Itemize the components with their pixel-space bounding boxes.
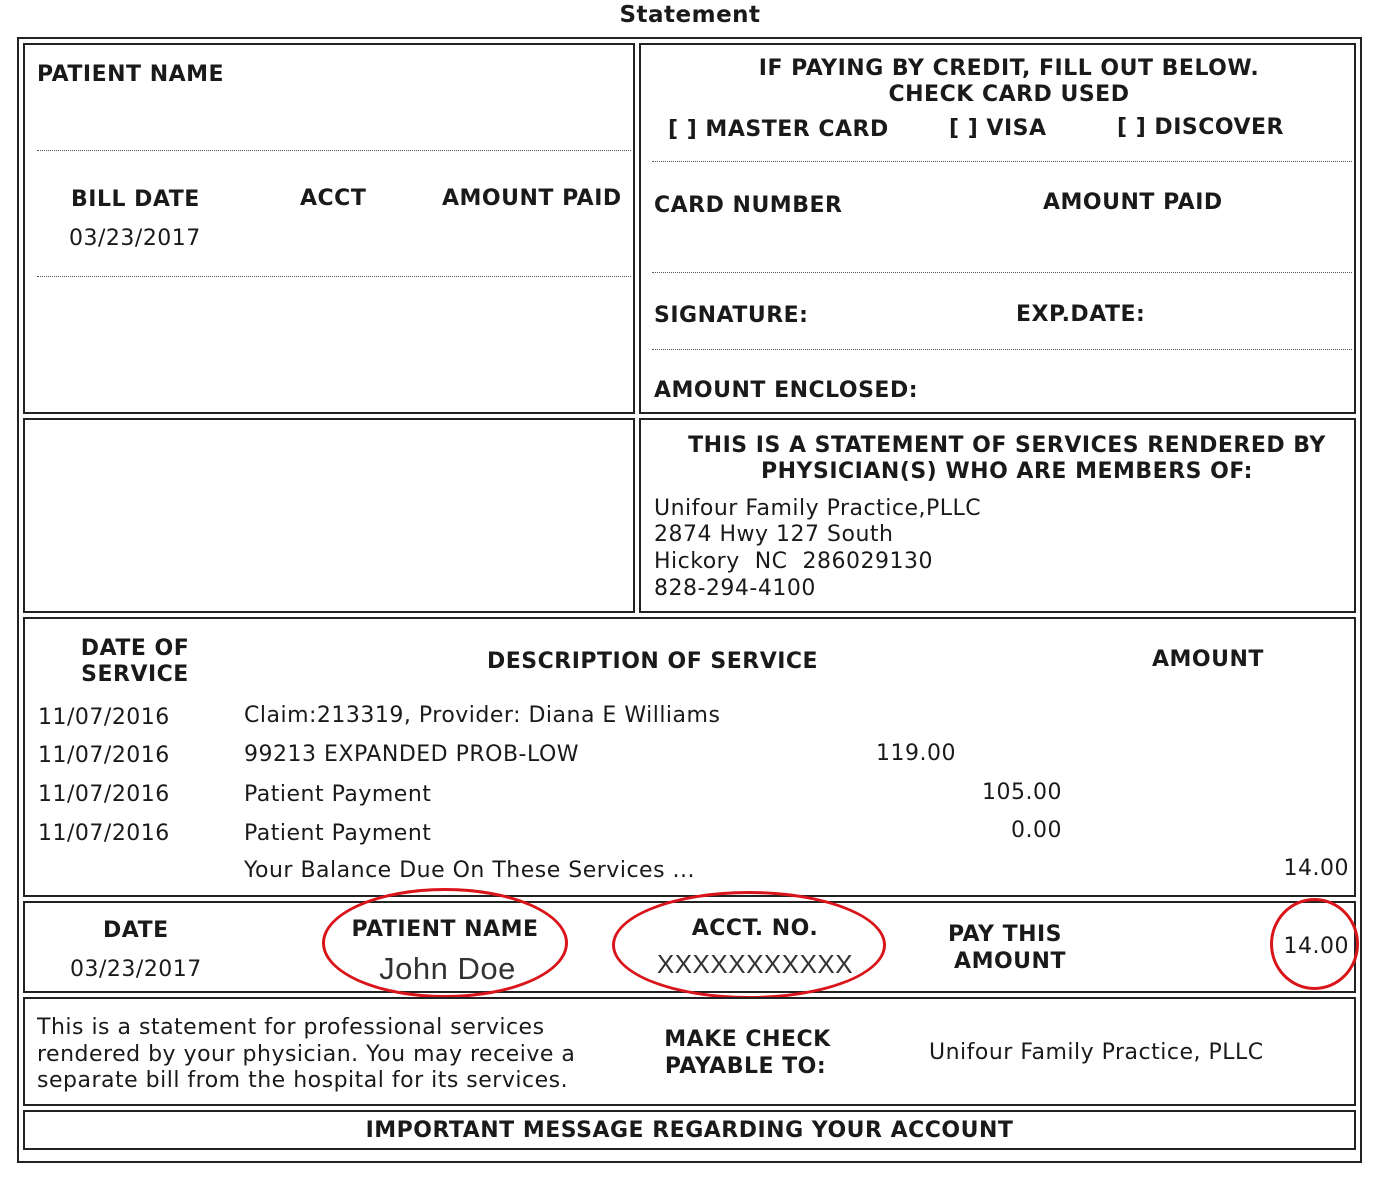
address-box: [23, 418, 635, 613]
bill-date-value: 03/23/2017: [69, 226, 201, 251]
pay-amount-value: 14.00: [1283, 934, 1349, 959]
patient-name-value: John Doe: [379, 951, 516, 986]
visa-checkbox[interactable]: [ ] VISA: [949, 116, 1047, 141]
service-payment: 105.00: [982, 780, 1062, 805]
card-number-label: CARD NUMBER: [654, 193, 843, 218]
description-header: DESCRIPTION OF SERVICE: [487, 649, 819, 674]
pay-amount-highlight-circle: [1270, 898, 1359, 990]
credit-heading-line2: CHECK CARD USED: [888, 82, 1130, 107]
footer-note-line1: This is a statement for professional services: [37, 1015, 545, 1040]
make-check-label-line1: MAKE CHECK: [664, 1027, 831, 1052]
card-amount-paid-label: AMOUNT PAID: [1043, 190, 1223, 215]
amount-paid-label: AMOUNT PAID: [442, 186, 622, 211]
service-date: 11/07/2016: [38, 705, 170, 730]
balance-amount: 14.00: [1283, 856, 1349, 881]
payee-name: Unifour Family Practice, PLLC: [929, 1040, 1264, 1065]
card-options-line: [652, 161, 1352, 162]
amount-enclosed-label: AMOUNT ENCLOSED:: [654, 378, 919, 403]
service-description: Patient Payment: [244, 821, 432, 846]
patient-name-highlight-circle: [322, 888, 568, 998]
patient-name-label: PATIENT NAME: [37, 62, 225, 87]
acct-label: ACCT: [300, 186, 367, 211]
service-date: 11/07/2016: [38, 821, 170, 846]
bill-date-label: BILL DATE: [71, 187, 200, 212]
discover-checkbox[interactable]: [ ] DISCOVER: [1117, 115, 1284, 140]
summary-patient-name-label: PATIENT NAME: [351, 917, 539, 942]
acct-no-label: ACCT. NO.: [691, 916, 819, 941]
make-check-label-line2: PAYABLE TO:: [664, 1054, 827, 1079]
footer-note-line3: separate bill from the hospital for its services.: [37, 1068, 569, 1093]
statement-title: Statement: [619, 2, 761, 28]
important-message: IMPORTANT MESSAGE REGARDING YOUR ACCOUNT: [365, 1118, 1014, 1143]
bill-date-line: [37, 276, 631, 277]
date-of-service-header-line2: SERVICE: [81, 662, 189, 687]
footer-note-line2: rendered by your physician. You may receive a: [37, 1042, 576, 1067]
service-payment: 0.00: [1011, 818, 1062, 843]
date-of-service-header-line1: DATE OF: [80, 636, 190, 661]
practice-street: 2874 Hwy 127 South: [654, 522, 894, 547]
service-description: 99213 EXPANDED PROB-LOW: [244, 742, 580, 767]
credit-heading-line1: IF PAYING BY CREDIT, FILL OUT BELOW.: [758, 56, 1260, 81]
mastercard-checkbox[interactable]: [ ] MASTER CARD: [668, 117, 889, 142]
practice-phone: 828-294-4100: [654, 576, 816, 601]
patient-name-line: [37, 150, 631, 151]
service-description: Patient Payment: [244, 782, 432, 807]
card-number-line: [652, 272, 1352, 273]
practice-heading-line2: PHYSICIAN(S) WHO ARE MEMBERS OF:: [761, 459, 1253, 484]
practice-name: Unifour Family Practice,PLLC: [654, 496, 982, 521]
practice-heading-line1: THIS IS A STATEMENT OF SERVICES RENDERED BY: [688, 433, 1326, 458]
service-date: 11/07/2016: [38, 782, 170, 807]
amount-header: AMOUNT: [1152, 647, 1264, 672]
balance-label: Your Balance Due On These Services ...: [244, 858, 696, 883]
signature-line: [652, 349, 1352, 350]
exp-date-label: EXP.DATE:: [1016, 302, 1146, 327]
signature-label: SIGNATURE:: [654, 303, 809, 328]
pay-this-amount-label-line1: PAY THIS: [947, 922, 1063, 947]
practice-city: Hickory NC 286029130: [654, 549, 933, 574]
service-date: 11/07/2016: [38, 743, 170, 768]
acct-no-highlight-circle: [612, 891, 886, 999]
acct-no-value: XXXXXXXXXXX: [656, 949, 854, 979]
service-charge: 119.00: [876, 741, 956, 766]
summary-date-label: DATE: [103, 918, 169, 943]
summary-date-value: 03/23/2017: [70, 957, 202, 982]
pay-this-amount-label-line2: AMOUNT: [954, 949, 1066, 974]
service-description: Claim:213319, Provider: Diana E Williams: [244, 703, 721, 728]
